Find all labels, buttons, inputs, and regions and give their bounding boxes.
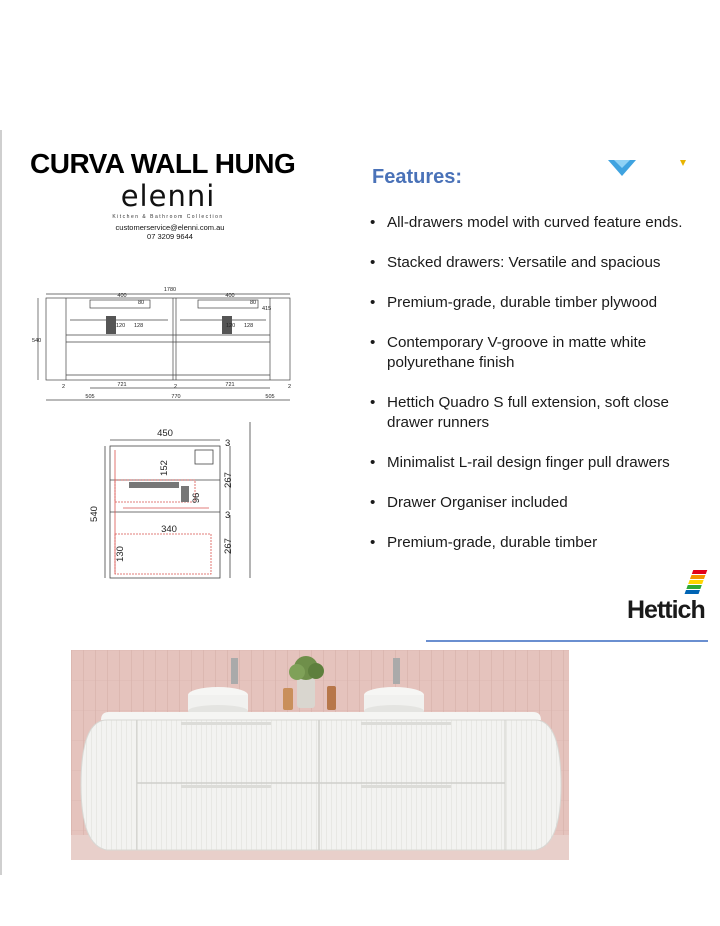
product-title: CURVA WALL HUNG bbox=[30, 148, 296, 179]
dim-drawer-h-right: 128 bbox=[244, 323, 254, 329]
dim-upper-height: 267 bbox=[223, 472, 234, 488]
dim-bottom-mid: 770 bbox=[171, 394, 181, 400]
brand-logo: elenni bbox=[120, 179, 216, 213]
side-section-drawing bbox=[85, 420, 255, 590]
hettich-logo: Hettich bbox=[627, 596, 705, 624]
feature-item: • Contemporary V-groove in matte white polyurethane finish bbox=[368, 333, 708, 373]
dim-basin-left: 400 bbox=[117, 293, 127, 299]
accent-divider bbox=[426, 640, 708, 642]
feature-item: • Hettich Quadro S full extension, soft close drawer runners bbox=[368, 393, 708, 433]
dim-small-right: 80 bbox=[250, 300, 257, 306]
dim-basin-right: 400 bbox=[225, 293, 235, 299]
feature-item: • Premium-grade, durable timber plywood bbox=[368, 293, 708, 313]
dim-mid-gap: 3 bbox=[225, 510, 231, 521]
contact-phone: 07 3209 9644 bbox=[147, 232, 193, 241]
contact-email[interactable]: customerservice@elenni.com.au bbox=[115, 223, 225, 232]
feature-item: • Premium-grade, durable timber bbox=[368, 533, 708, 553]
front-elevation-drawing bbox=[30, 280, 320, 405]
diamond-icon bbox=[606, 158, 696, 178]
dim-bottom-right: 505 bbox=[265, 394, 275, 400]
dim-overall-width: 1780 bbox=[163, 287, 177, 293]
dim-gap-left: 2 bbox=[62, 384, 66, 390]
contact-info bbox=[95, 223, 245, 241]
dim-lower-drawer-depth: 340 bbox=[161, 524, 177, 535]
feature-item: • All-drawers model with curved feature ends. bbox=[368, 213, 708, 233]
hettich-stripes-icon bbox=[682, 568, 708, 596]
dim-gap-right: 2 bbox=[288, 384, 292, 390]
dim-drawer-left: 120 bbox=[116, 323, 126, 329]
dim-organiser: 152 bbox=[159, 460, 170, 476]
features-list bbox=[368, 213, 708, 573]
dim-drawer-h-left: 128 bbox=[134, 323, 144, 329]
page-left-rule bbox=[0, 130, 2, 875]
dim-lower-height: 267 bbox=[223, 538, 234, 554]
feature-item: • Minimalist L-rail design finger pull drawers bbox=[368, 453, 708, 473]
vanity-illustration bbox=[71, 650, 569, 860]
dim-small-right-b: 415 bbox=[262, 306, 272, 312]
features-heading: Features: bbox=[372, 166, 463, 188]
feature-item: • Stacked drawers: Versatile and spacious bbox=[368, 253, 708, 273]
dim-height: 540 bbox=[32, 338, 42, 344]
dim-lower-drawer-height: 130 bbox=[115, 546, 126, 562]
dim-gap-mid: 2 bbox=[174, 384, 178, 390]
dim-side-height: 540 bbox=[89, 506, 100, 522]
dim-inner-left: 721 bbox=[117, 382, 127, 388]
product-photo bbox=[71, 650, 569, 860]
dim-small-left: 80 bbox=[138, 300, 145, 306]
feature-item: • Drawer Organiser included bbox=[368, 493, 708, 513]
dim-drawer-right: 120 bbox=[226, 323, 236, 329]
dim-upper-drawer: 96 bbox=[191, 492, 202, 504]
dim-top-gap: 3 bbox=[225, 438, 231, 449]
dim-inner-right: 721 bbox=[225, 382, 235, 388]
dim-depth: 450 bbox=[157, 428, 173, 439]
dim-bottom-left: 505 bbox=[85, 394, 95, 400]
brand-subtitle: Kitchen & Bathroom Collection bbox=[112, 214, 224, 220]
